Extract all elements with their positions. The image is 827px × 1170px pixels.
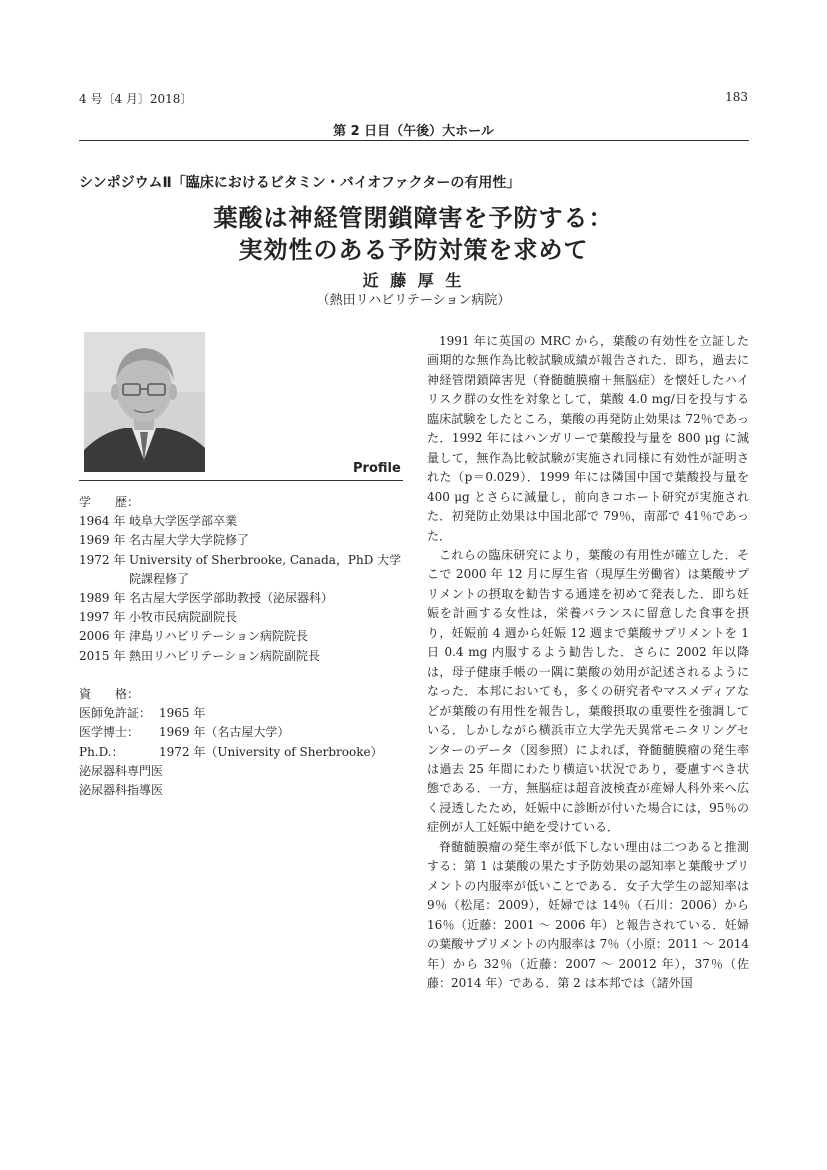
education-item <box>79 551 409 589</box>
header-divider <box>79 140 749 141</box>
education-item <box>79 608 409 627</box>
qualification-item <box>79 743 409 762</box>
education-item <box>79 589 409 608</box>
profile-divider <box>79 480 403 481</box>
author-affiliation: （熱田リハビリテーション病院） <box>316 293 511 308</box>
education-item <box>79 531 409 550</box>
author-portrait <box>84 332 205 472</box>
education-heading: 学 歴： <box>79 495 140 509</box>
education-item <box>79 512 409 531</box>
education-item <box>79 627 409 646</box>
education-year: 1989 年 <box>79 591 126 606</box>
qualification-item <box>79 723 409 742</box>
qualification-label: Ph.D.： <box>79 744 124 759</box>
qualification-label: 医学博士： <box>79 725 140 740</box>
qualification-item <box>79 704 409 723</box>
qualification-value: 1969 年（名古屋大学） <box>159 725 290 740</box>
education-text: 岐阜大学医学部卒業 <box>129 514 238 529</box>
portrait-illustration <box>84 332 205 472</box>
session-heading: 第 2 日目（午後）大ホール <box>333 124 494 139</box>
education-year: 1997 年 <box>79 610 126 625</box>
paper-title-line-2: 実効性のある予防対策を求めて <box>238 235 589 264</box>
profile-section <box>79 493 409 800</box>
qualification-heading: 資 格： <box>79 687 140 702</box>
education-text: 名古屋大学大学院修了 <box>129 533 250 548</box>
education-text: 津島リハビリテーション病院院長 <box>129 629 308 644</box>
body-paragraph: これらの臨床研究により，葉酸の有用性が確立した．そこで 2000 年 12 月に厚生省（現厚生労働省）は葉酸サプリメントの摂取を勧告する通達を初めて発表した．即ち妊娠を計画する女性は，栄養バランスに留意した食事を摂り，妊娠前 4 週から妊娠 12 週まで葉酸サプリメントを 1 日 0.4 mg 内服するよう勧告した．さらに 2002 年以降は，母子健康手帳の一隅に葉酸の効用が記述されるようになった．本邦においても，多くの研究者やマスメディアなどが葉酸の有用性を報告し，葉酸摂取の重要性を強調している．しかしながら横浜市立大学先天異常モニタリングセンターのデータ（図参照）によれば，脊髄髄膜瘤の発生率は過去 25 年間にわたり横這い状況であり，憂慮すべき状態である．一方，無脳症は超音波検査が産婦人科外来へ広く浸透したため，妊娠中に診断が付いた場合には，95％の症例が人工妊娠中絶を受けている． <box>427 547 749 835</box>
author-name: 近 藤 厚 生 <box>362 271 465 290</box>
paper-title-line-1: 葉酸は神経管閉鎖障害を予防する： <box>213 203 614 232</box>
education-text: 名古屋大学医学部助教授（泌尿器科） <box>129 591 334 606</box>
body-paragraph: 脊髄髄膜瘤の発生率が低下しない理由は二つあると推測する：第 1 は葉酸の果たす予防効果の認知率と葉酸サプリメントの内服率が低いことである．女子大学生の認知率は 9％（松尾：2009），妊婦では 14％（石川：2006）から 16％（近藤：2001 ～ 2006 年）と報告されている．妊婦の葉酸サプリメントの内服率は 7％（小原：2011 ～ 2014 年）から 32％（近藤：2007 ～ 20012 年），37％（佐藤：2014 年）である．第 2 は本邦では（諸外国 <box>427 839 749 990</box>
qualification-value: 1965 年 <box>159 706 206 721</box>
education-year: 1964 年 <box>79 514 126 529</box>
education-list <box>79 512 409 666</box>
body-text <box>427 332 749 993</box>
education-year: 1969 年 <box>79 533 126 548</box>
qualification-list <box>79 704 409 800</box>
education-year: 2015 年 <box>79 648 126 663</box>
education-year: 1972 年 <box>79 552 126 567</box>
qualification-value: 1972 年（University of Sherbrooke） <box>159 744 383 759</box>
profile-label: Profile <box>353 461 401 476</box>
running-header-issue: 4 号〔4 月〕2018〕 <box>79 92 193 106</box>
body-paragraph: 1991 年に英国の MRC から，葉酸の有効性を立証した画期的な無作為比較試験成績が報告された．即ち，過去に神経管閉鎖障害児（脊髄髄膜瘤＋無脳症）を懐妊したハイリスク群の女性を対象として，葉酸 4.0 mg/日を投与する臨床試験をしたところ，葉酸の再発防止効果は 72％であった．1992 年にはハンガリーで葉酸投与量を 800 μg に減量して，無作為比較試験が実施され同様に有効性が証明された（p＝0.029）．1999 年には隣国中国で葉酸投与量を 400 μg とさらに減量し，前向きコホート研究が実施された．初発防止効果は中国北部で 79％，南部で 41％であった． <box>427 334 749 543</box>
education-year: 2006 年 <box>79 629 126 644</box>
education-text: University of Sherbrooke, Canada，PhD 大学院課程修了 <box>129 552 402 586</box>
section-spacer <box>79 666 409 685</box>
education-text: 熱田リハビリテーション病院副院長 <box>129 648 320 663</box>
qualification-label: 医師免許証： <box>79 706 152 721</box>
qualification-item: 泌尿器科指導医 <box>79 783 164 798</box>
qualification-item: 泌尿器科専門医 <box>79 763 164 778</box>
page-number: 183 <box>725 90 748 104</box>
education-text: 小牧市民病院副院長 <box>129 610 238 625</box>
education-item <box>79 647 409 666</box>
symposium-title: シンポジウムⅡ「臨床におけるビタミン・バイオファクターの有用性」 <box>79 175 521 191</box>
